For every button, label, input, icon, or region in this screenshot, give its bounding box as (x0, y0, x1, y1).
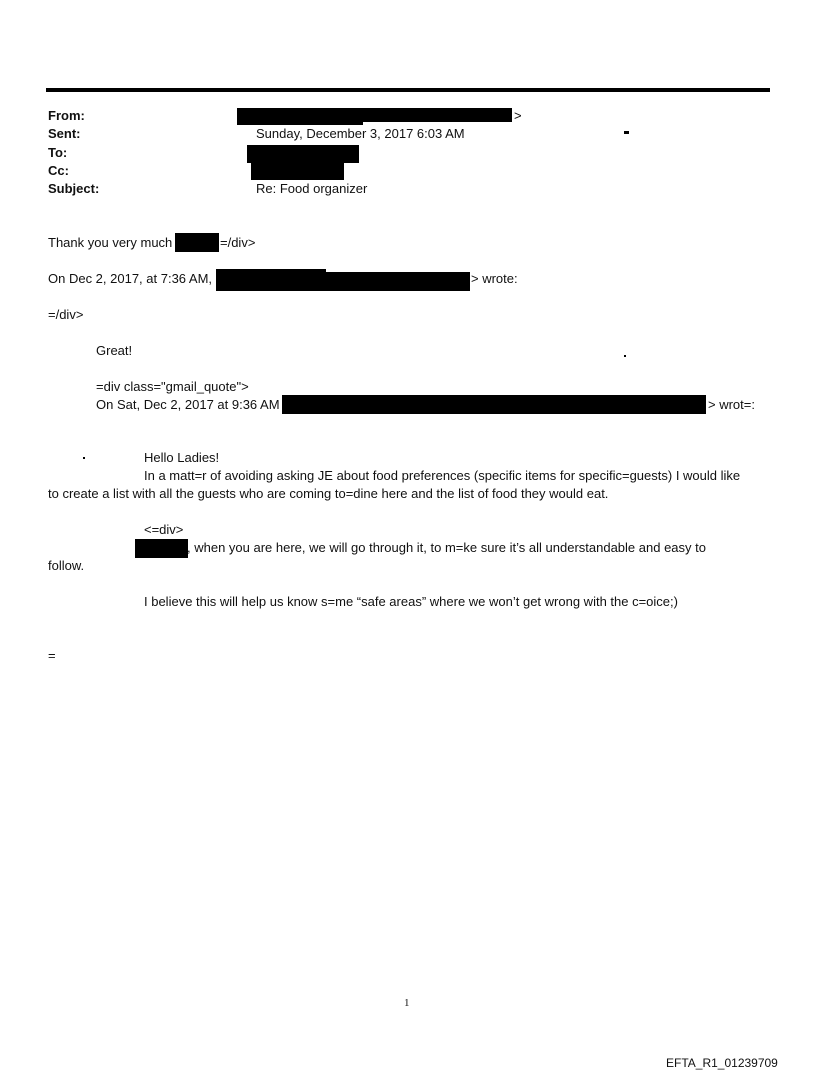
stray-dot-2 (83, 457, 85, 459)
redaction-quote2 (282, 395, 706, 414)
redaction-quote1-name (216, 269, 326, 291)
subject-value: Re: Food organizer (256, 181, 368, 196)
redaction-from-name (237, 108, 363, 125)
document-id: EFTA_R1_01239709 (666, 1056, 778, 1070)
thanks-suffix: =/div> (220, 235, 256, 250)
para1-line2: to create a list with all the guests who are coming to=dine here and the list of food they would eat. (48, 486, 609, 501)
subject-label: Subject: (48, 181, 100, 196)
great-text: Great! (96, 343, 133, 358)
redaction-to (247, 145, 359, 163)
header-rule (46, 88, 770, 92)
redaction-from-email (352, 108, 512, 122)
para2-line1: , when you are here, we will go through it, to m=ke sure it’s all understandable and easy to (187, 540, 706, 555)
para3-text: I believe this will help us know s=me “safe areas” where we won’t get wrong with the c=oice;) (144, 594, 678, 609)
from-label: From: (48, 108, 85, 123)
redaction-cc (251, 163, 344, 180)
gmail-quote-text: =div class="gmail_quote"> (96, 379, 249, 394)
cc-label: Cc: (48, 163, 69, 178)
quote2-text: On Sat, Dec 2, 2017 at 9:36 AM (96, 397, 280, 412)
thanks-text: Thank you very much (48, 235, 173, 250)
para1-line1: In a matt=r of avoiding asking JE about food preferences (specific items for specific=guests) I would like (144, 468, 741, 483)
from-suffix: > (514, 108, 522, 123)
sent-label: Sent: (48, 126, 81, 141)
stray-dot (624, 355, 626, 357)
to-label: To: (48, 145, 68, 160)
sent-value: Sunday, December 3, 2017 6:03 AM (256, 126, 465, 141)
redaction-quote1-email (322, 272, 470, 291)
stray-mark (624, 131, 629, 134)
page-number: 1 (404, 997, 410, 1009)
div-close-text: =/div> (48, 307, 84, 322)
quote1-text: On Dec 2, 2017, at 7:36 AM, (48, 271, 213, 286)
div-open-text: <=div> (144, 522, 184, 537)
quote1-suffix: > wrote: (471, 271, 518, 286)
redaction-thanks-name (175, 233, 219, 252)
quote2-suffix: > wrot=: (708, 397, 755, 412)
para2-line2: follow. (48, 558, 85, 573)
redaction-para2-name (135, 539, 188, 558)
equals-text: = (48, 648, 56, 663)
hello-text: Hello Ladies! (144, 450, 220, 465)
